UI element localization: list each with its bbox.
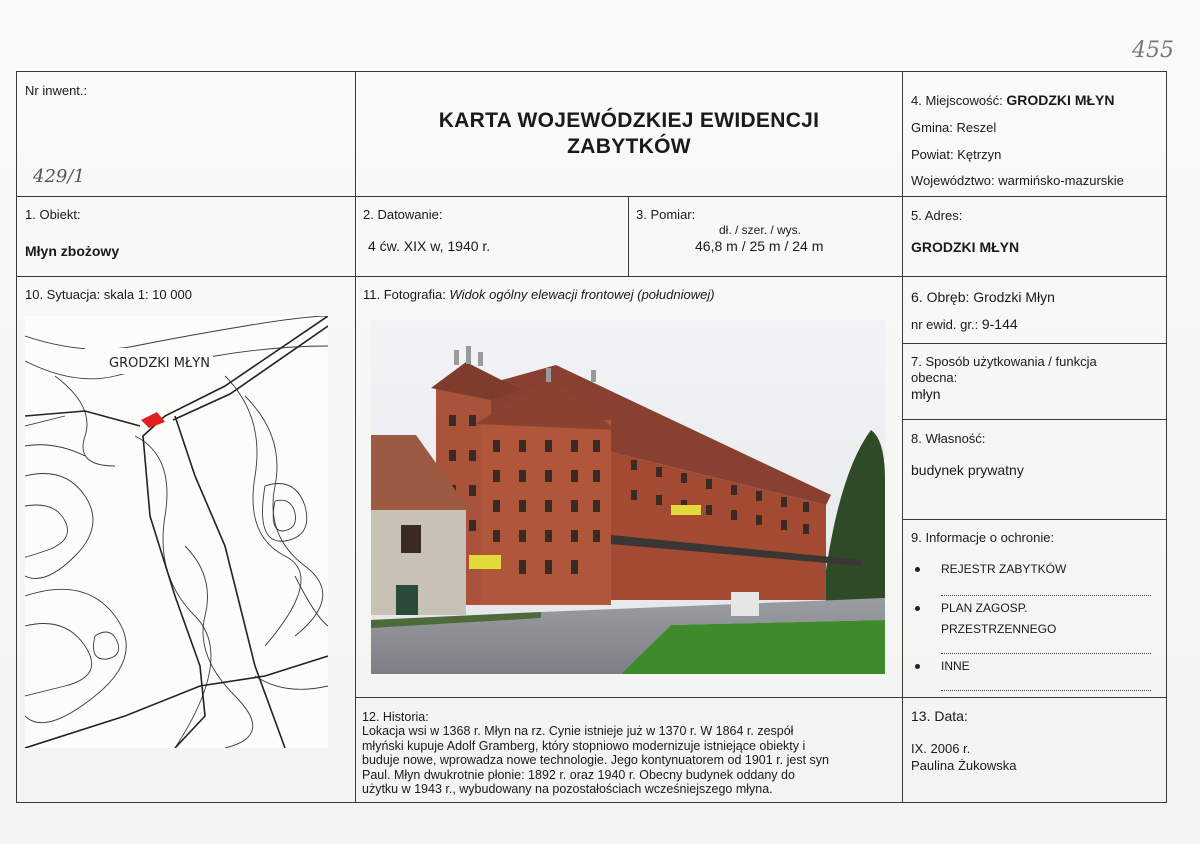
- protection-label: 9. Informacje o ochronie:: [911, 530, 1055, 545]
- ewid-row: nr ewid. gr.: 9-144: [911, 316, 1018, 332]
- object-value: Młyn zbożowy: [25, 243, 120, 259]
- page-number-handwritten: 455: [1132, 38, 1174, 63]
- history-cell: [355, 697, 903, 803]
- use-cell: [902, 343, 1167, 420]
- measure-value: 46,8 m / 25 m / 24 m: [695, 238, 824, 254]
- map-place-label: GRODZKI MŁYN: [109, 356, 210, 371]
- protection-item-plan-cont: PRZESTRZENNEGO: [941, 622, 1057, 636]
- gmina-row: Gmina: Reszel: [911, 120, 997, 135]
- use-label-line2: obecna:: [911, 370, 958, 385]
- object-label: 1. Obiekt:: [25, 207, 81, 222]
- inventory-number-handwritten: 429/1: [33, 166, 85, 187]
- dotted-line: [941, 595, 1151, 596]
- history-label: 12. Historia:: [362, 710, 429, 724]
- photo-label: 11. Fotografia: Widok ogólny elewacji frontowej (południowej): [363, 287, 715, 302]
- protection-item-register: REJESTR ZABYTKÓW: [941, 562, 1067, 576]
- obreb-cell: [902, 276, 1167, 344]
- history-text: [362, 710, 860, 796]
- dating-cell: [355, 196, 629, 277]
- situation-label: 10. Sytuacja: skala 1: 10 000: [25, 287, 192, 302]
- header-title-cell: [355, 71, 903, 197]
- object-cell: [16, 196, 356, 277]
- ownership-value: budynek prywatny: [911, 462, 1024, 478]
- ownership-label: 8. Własność:: [911, 431, 986, 446]
- protection-item-other: INNE: [941, 659, 970, 673]
- author-name: Paulina Żukowska: [911, 758, 1017, 773]
- address-value: GRODZKI MŁYN: [911, 239, 1020, 255]
- wojewodztwo-row: Województwo: warmińsko-mazurskie: [911, 173, 1124, 188]
- protection-cell: [902, 519, 1167, 698]
- use-label-line1: 7. Sposób użytkowania / funkcja: [911, 354, 1097, 369]
- history-line: buduje nowe, wprowadza nowe technologie. Jego kontynuatorem od 1901 r. jest syn: [362, 753, 829, 768]
- ownership-cell: [902, 419, 1167, 520]
- inventory-cell: [16, 71, 356, 197]
- date-cell: [902, 697, 1167, 803]
- dating-label: 2. Datowanie:: [363, 207, 443, 222]
- history-line: młyński kupuje Adolf Gramberg, który stopniowo modernizuje istniejące obiekty i: [362, 738, 806, 753]
- dotted-line: [941, 653, 1151, 654]
- bullet-icon: [915, 606, 920, 611]
- measure-units: dł. / szer. / wys.: [719, 223, 802, 237]
- mill-photograph: [371, 320, 885, 674]
- protection-item-plan: PLAN ZAGOSP.: [941, 601, 1028, 615]
- history-line: Lokacja wsi w 1368 r. Młyn na rz. Cynie istnieje już w 1370 r. W 1864 r. zespół: [362, 724, 794, 739]
- location-label-row: 4. Miejscowość: GRODZKI MŁYN: [911, 92, 1115, 108]
- photo-cell: [355, 276, 903, 698]
- inventory-label: Nr inwent.:: [25, 83, 88, 98]
- date-label: 13. Data:: [911, 708, 968, 724]
- address-label: 5. Adres:: [911, 208, 963, 223]
- powiat-row: Powiat: Kętrzyn: [911, 147, 1002, 162]
- use-value: młyn: [911, 386, 941, 402]
- situation-map: [25, 316, 328, 748]
- obreb-row: 6. Obręb: Grodzki Młyn: [911, 289, 1055, 305]
- location-cell: [902, 71, 1167, 197]
- dating-value: 4 ćw. XIX w, 1940 r.: [368, 238, 491, 254]
- measure-cell: [628, 196, 903, 277]
- bullet-icon: [915, 664, 920, 669]
- dotted-line: [941, 690, 1151, 691]
- history-line: użytku w 1943 r., wybudowany na pozostałościach wcześniejszego młyna.: [362, 782, 773, 797]
- bullet-icon: [915, 567, 920, 572]
- card-title: KARTA WOJEWÓDZKIEJ EWIDENCJI ZABYTKÓW: [438, 109, 820, 158]
- measure-label: 3. Pomiar:: [636, 207, 696, 222]
- date-value: IX. 2006 r.: [911, 741, 971, 756]
- address-cell: [902, 196, 1167, 277]
- history-line: Paul. Młyn dwukrotnie płonie: 1892 r. oraz 1940 r. Obecny budynek oddany do: [362, 767, 795, 782]
- situation-cell: [16, 276, 356, 803]
